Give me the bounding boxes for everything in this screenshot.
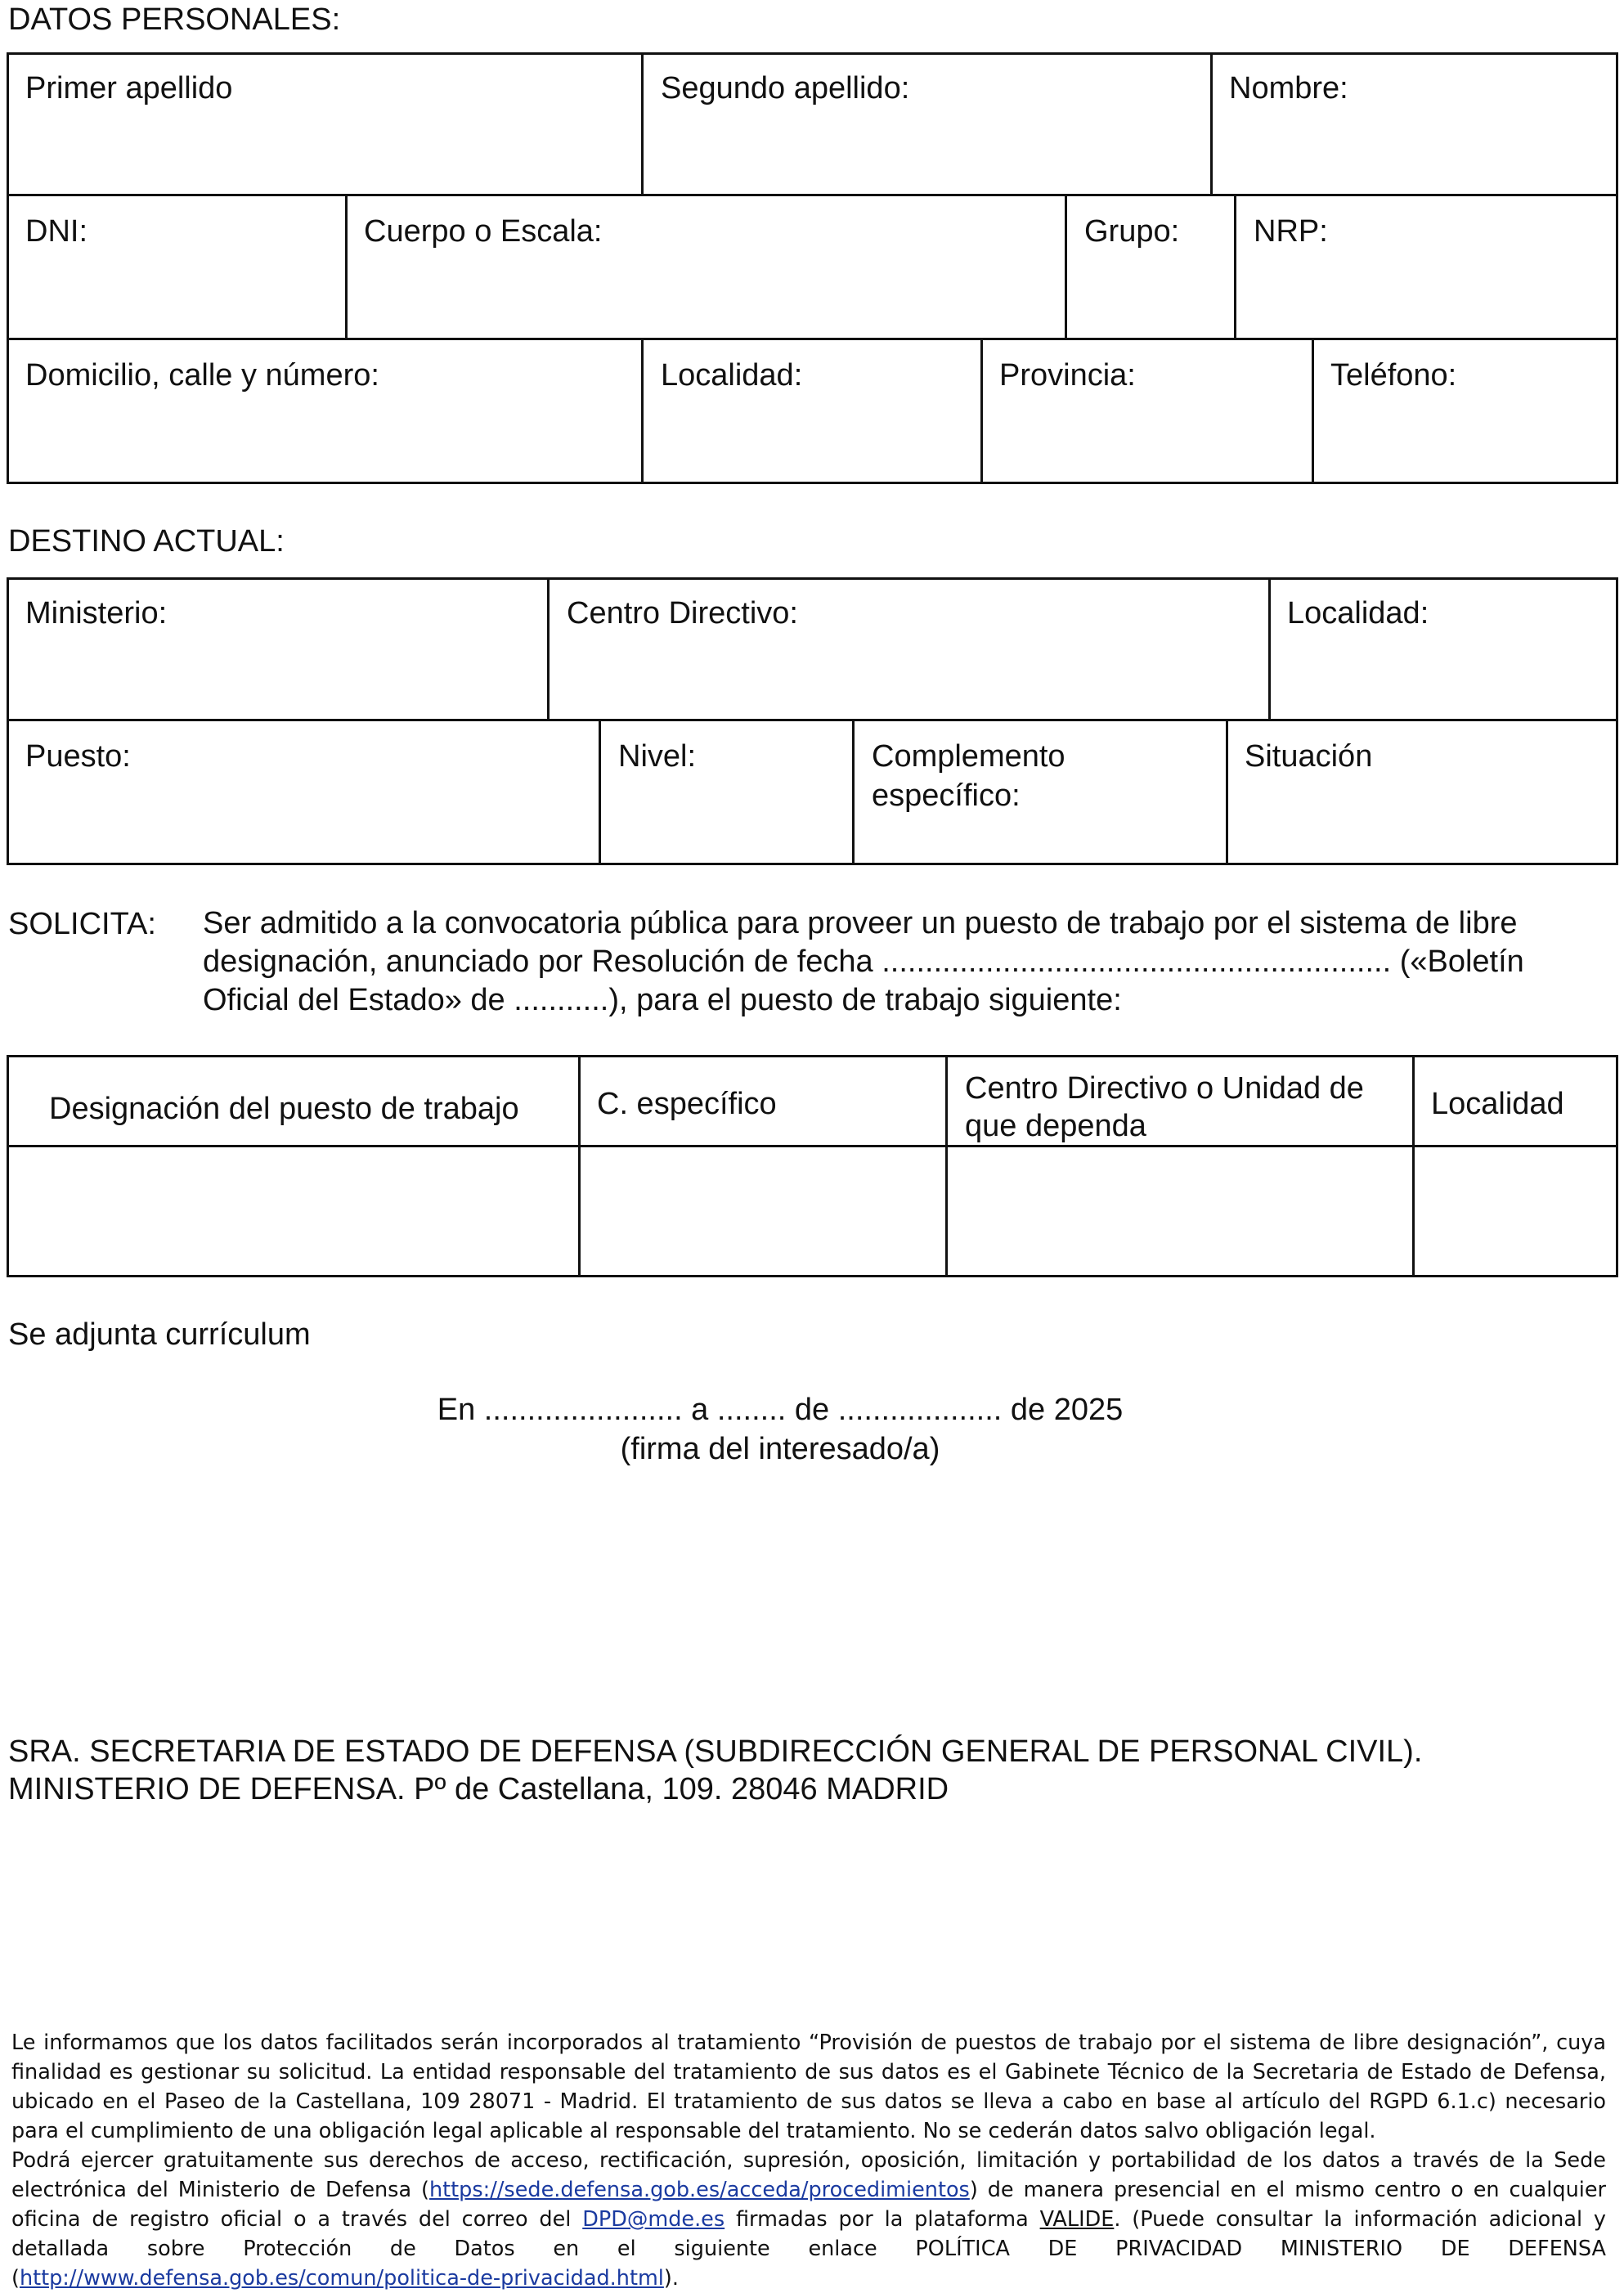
divider (7, 719, 1618, 721)
divider (1065, 194, 1067, 339)
privacy-text: firmadas por la plataforma (725, 2207, 1040, 2232)
header-centro-directivo: Centro Directivo o Unidad de que dependa (965, 1071, 1364, 1143)
localidad-cell[interactable] (1415, 1147, 1616, 1275)
signature-place-date: En ....................... a ........ de ................... de 2025 (437, 1393, 1124, 1427)
recipient-line-2: MINISTERIO DE DEFENSA. Pº de Castellana, 109. 28046 MADRID (8, 1772, 949, 1806)
domicilio-field[interactable]: Domicilio, calle y número: (25, 358, 379, 393)
divider (1312, 338, 1314, 482)
recipient-line-1: SRA. SECRETARIA DE ESTADO DE DEFENSA (SUBDIRECCIÓN GENERAL DE PERSONAL CIVIL). (8, 1734, 1423, 1769)
privacy-text: Podrá ejercer gratuitamente sus derechos de acceso, rectificación, supresión, oposición, limitación y portabilidad de los datos a través de la Sede electrónica del Ministerio de Defensa ( (11, 2148, 1606, 2202)
divider (641, 52, 644, 195)
divider (7, 194, 1618, 196)
divider (1268, 577, 1271, 720)
ministerio-field[interactable]: Ministerio: (25, 596, 168, 630)
divider (345, 194, 348, 339)
signature-caption: (firma del interesado/a) (620, 1432, 940, 1466)
divider (547, 577, 550, 720)
privacy-paragraph-2 (11, 2146, 1606, 2293)
c-especifico-cell[interactable] (581, 1147, 945, 1275)
dpd-email-link[interactable]: DPD@mde.es (582, 2207, 725, 2232)
puesto-field[interactable]: Puesto: (25, 739, 131, 774)
privacy-text: . (Puede consultar la información adicional y detallada sobre Protección de Datos en el siguiente enlace POLÍTICA DE PRIVACIDAD MINISTERIO DE DEFENSA ( (11, 2207, 1606, 2291)
segundo-apellido-field[interactable]: Segundo apellido: (661, 71, 910, 105)
divider (980, 338, 983, 482)
cuerpo-escala-field[interactable]: Cuerpo o Escala: (364, 214, 603, 249)
personal-data-table (7, 52, 1618, 484)
solicita-text: Ser admitido a la convocatoria pública para proveer un puesto de trabajo por el sistema de libre designación, anunciado por Resolución de fecha ........................................................... («Boletín Oficial del Estado» de ...........), para el puesto de trabajo siguiente: (203, 906, 1524, 1017)
divider (641, 338, 644, 482)
telefono-field[interactable]: Teléfono: (1330, 358, 1457, 393)
privacy-text: ) de manera presencial en el mismo centro o en cualquier oficina de registro oficial o a través del correo del (11, 2178, 1606, 2232)
sede-link[interactable]: https://sede.defensa.gob.es/acceda/procedimientos (429, 2178, 970, 2202)
divider (599, 719, 601, 864)
header-localidad: Localidad (1431, 1087, 1564, 1121)
destino-heading: DESTINO ACTUAL: (8, 524, 285, 559)
privacy-policy-link[interactable]: http://www.defensa.gob.es/comun/politica-de-privacidad.html (19, 2266, 664, 2291)
curriculum-note: Se adjunta currículum (8, 1317, 311, 1352)
personal-heading: DATOS PERSONALES: (8, 2, 341, 37)
centro-directivo-field[interactable]: Centro Directivo: (567, 596, 798, 630)
nombre-field[interactable]: Nombre: (1229, 71, 1348, 105)
divider (1234, 194, 1236, 339)
grupo-field[interactable]: Grupo: (1084, 214, 1180, 249)
nrp-field[interactable]: NRP: (1254, 214, 1328, 249)
designacion-cell[interactable] (9, 1147, 578, 1275)
header-c-especifico: C. específico (597, 1087, 777, 1121)
privacy-text: ). (663, 2266, 679, 2291)
situacion-field[interactable]: Situación (1245, 739, 1373, 774)
complemento-field[interactable]: Complemento específico: (872, 739, 1065, 813)
privacy-paragraph-1: Le informamos que los datos facilitados serán incorporados al tratamiento “Provisión de puestos de trabajo por el sistema de libre designación”, cuya finalidad es gestionar su solicitud. La entidad responsable del tratamiento de sus datos es el Gabinete Técnico de la Secretaria de Estado de Defensa, ubicado en el Paseo de la Castellana, 109 28071 - Madrid. El tratamiento de sus datos se lleva a cabo en base al artículo del RGPD 6.1.c) necesario para el cumplimiento de una obligación legal aplicable al responsable del tratamiento. No se cederán datos salvo obligación legal. (11, 2030, 1606, 2143)
destino-localidad-field[interactable]: Localidad: (1287, 596, 1429, 630)
primer-apellido-field[interactable]: Primer apellido (25, 71, 233, 105)
header-designacion: Designación del puesto de trabajo (49, 1092, 519, 1126)
provincia-field[interactable]: Provincia: (999, 358, 1136, 393)
centro-directivo-cell[interactable] (948, 1147, 1412, 1275)
divider (7, 338, 1618, 340)
nivel-field[interactable]: Nivel: (618, 739, 697, 774)
divider (1226, 719, 1228, 864)
divider (1210, 52, 1213, 195)
dni-field[interactable]: DNI: (25, 214, 87, 249)
localidad-field[interactable]: Localidad: (661, 358, 803, 393)
valide-link[interactable]: VALIDE (1039, 2207, 1115, 2232)
privacy-notice (11, 2028, 1606, 2293)
divider (852, 719, 855, 864)
solicita-label: SOLICITA: (8, 907, 156, 941)
